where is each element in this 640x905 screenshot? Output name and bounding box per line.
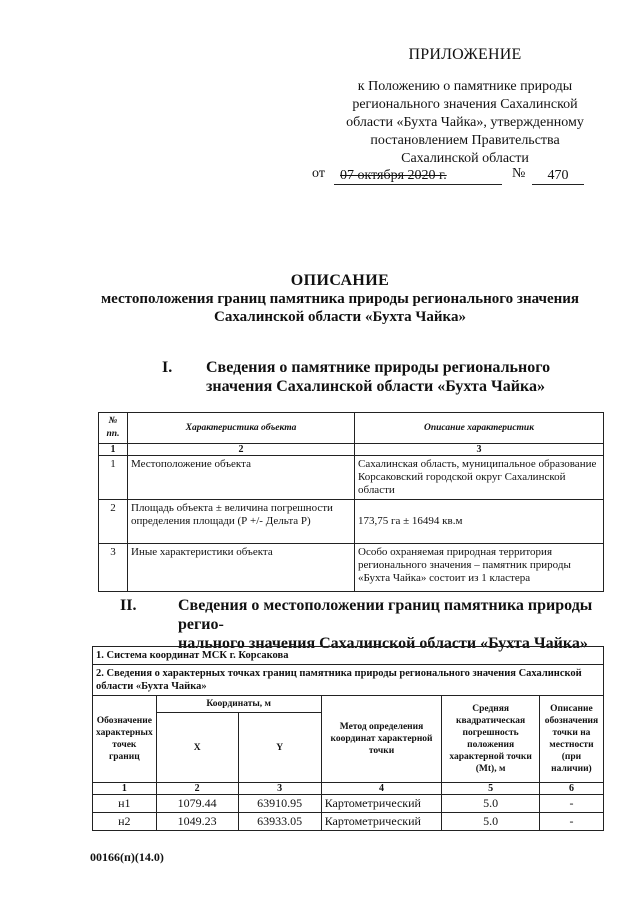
section-1-heading bbox=[162, 358, 602, 398]
table2-header-y: Y bbox=[238, 713, 321, 783]
point-name: н1 bbox=[93, 795, 157, 813]
table1-row-char: Иные характеристики объекта bbox=[128, 544, 355, 592]
document-title bbox=[60, 272, 620, 326]
document-title-line-2: местоположения границ памятника природы регионального значения bbox=[100, 291, 580, 307]
table1-index-row bbox=[99, 444, 604, 456]
table1-index-cell: 3 bbox=[355, 444, 604, 456]
table1-row-char: Площадь объекта ± величина погрешности определения площади (Р +/- Дельта Р) bbox=[128, 500, 355, 544]
table2-header-x: X bbox=[156, 713, 238, 783]
point-name: н2 bbox=[93, 813, 157, 831]
decree-number: 470 bbox=[532, 168, 584, 185]
appendix-line-5: Сахалинской области bbox=[401, 151, 529, 166]
table2-header-method: Метод определения координат характерной точки bbox=[321, 696, 442, 783]
table2-points-info: 2. Сведения о характерных точках границ памятника природы регионального значения Сахалинской области «Бухта Чайка» bbox=[93, 665, 604, 696]
point-x: 1079.44 bbox=[156, 795, 238, 813]
section-1-title-line-1: Сведения о памятнике природы регионального bbox=[206, 359, 551, 376]
point-desc: - bbox=[539, 795, 603, 813]
table1-row-desc: 173,75 га ± 16494 кв.м bbox=[355, 500, 604, 544]
table1-row-char: Местоположение объекта bbox=[128, 456, 355, 500]
appendix-title: ПРИЛОЖЕНИЕ bbox=[408, 46, 522, 63]
decree-reference bbox=[312, 166, 612, 188]
section-1-title bbox=[206, 358, 550, 396]
point-method: Картометрический bbox=[321, 813, 442, 831]
table2-coord-system: 1. Система координат МСК г. Корсакова bbox=[93, 647, 604, 665]
table-row bbox=[99, 456, 604, 500]
table2-header-point: Обозначение характерных точек границ bbox=[93, 696, 157, 783]
point-error: 5.0 bbox=[442, 813, 540, 831]
table1-header-row bbox=[99, 413, 604, 444]
point-error: 5.0 bbox=[442, 795, 540, 813]
table1-row-num: 3 bbox=[99, 544, 128, 592]
point-y: 63910.95 bbox=[238, 795, 321, 813]
table1-row-desc: Сахалинская область, муниципальное образование Корсаковский городской округ Сахалинской области bbox=[355, 456, 604, 500]
section-2-heading bbox=[120, 596, 620, 652]
appendix-block bbox=[300, 46, 630, 168]
table1-row-desc: Особо охраняемая природная территория регионального значения – памятник природы «Бухта Чайка» состоит из 1 кластера bbox=[355, 544, 604, 592]
table-row bbox=[93, 795, 604, 813]
table2-coord-system-row bbox=[93, 647, 604, 665]
table1-row-num: 1 bbox=[99, 456, 128, 500]
appendix-line-4: постановлением Правительства bbox=[370, 133, 560, 148]
decree-number-sign: № bbox=[512, 166, 526, 181]
table2-index-cell: 4 bbox=[321, 783, 442, 795]
table2-header-error: Средняя квадратическая погрешность положения характерной точки (Mt), м bbox=[442, 696, 540, 783]
point-y: 63933.05 bbox=[238, 813, 321, 831]
boundary-points-table bbox=[92, 646, 604, 831]
table-row bbox=[99, 500, 604, 544]
table2-index-cell: 3 bbox=[238, 783, 321, 795]
table1-header-desc: Описание характеристик bbox=[355, 413, 604, 444]
document-title-main: ОПИСАНИЕ bbox=[290, 272, 390, 289]
table-row bbox=[99, 544, 604, 592]
table1-row-num: 2 bbox=[99, 500, 128, 544]
section-2-title-line-1: Сведения о местоположении границ памятника природы регио- bbox=[178, 597, 593, 633]
table2-header-coords: Координаты, м bbox=[156, 696, 321, 713]
decree-date: 07 октября 2020 г. bbox=[334, 168, 502, 185]
decree-from-label: от bbox=[312, 166, 325, 181]
document-title-line-3: Сахалинской области «Бухта Чайка» bbox=[214, 309, 466, 325]
table2-index-row bbox=[93, 783, 604, 795]
table2-points-info-row bbox=[93, 665, 604, 696]
point-x: 1049.23 bbox=[156, 813, 238, 831]
section-2-title bbox=[178, 596, 620, 653]
point-method: Картометрический bbox=[321, 795, 442, 813]
point-desc: - bbox=[539, 813, 603, 831]
section-1-title-line-2: значения Сахалинской области «Бухта Чайка» bbox=[206, 378, 545, 395]
appendix-line-1: к Положению о памятнике природы bbox=[357, 79, 573, 94]
appendix-line-2: регионального значения Сахалинской bbox=[352, 97, 578, 112]
object-characteristics-table bbox=[98, 412, 604, 592]
table2-index-cell: 5 bbox=[442, 783, 540, 795]
table1-header-char: Характеристика объекта bbox=[128, 413, 355, 444]
table2-header-row-1 bbox=[93, 696, 604, 713]
table1-header-num: № пп. bbox=[99, 413, 128, 444]
document-code: 00166(п)(14.0) bbox=[90, 850, 164, 864]
table1-index-cell: 1 bbox=[99, 444, 128, 456]
appendix-line-3: области «Бухта Чайка», утвержденному bbox=[346, 115, 584, 130]
section-2-number: II. bbox=[120, 597, 137, 614]
table1-index-cell: 2 bbox=[128, 444, 355, 456]
table-row bbox=[93, 813, 604, 831]
section-1-number: I. bbox=[162, 359, 173, 376]
section-2-title-line-2: нального значения Сахалинской области «Бухта Чайка» bbox=[178, 635, 588, 652]
table2-index-cell: 2 bbox=[156, 783, 238, 795]
table2-header-desc: Описание обозначения точки на местности (при наличии) bbox=[539, 696, 603, 783]
table2-index-cell: 6 bbox=[539, 783, 603, 795]
table2-index-cell: 1 bbox=[93, 783, 157, 795]
